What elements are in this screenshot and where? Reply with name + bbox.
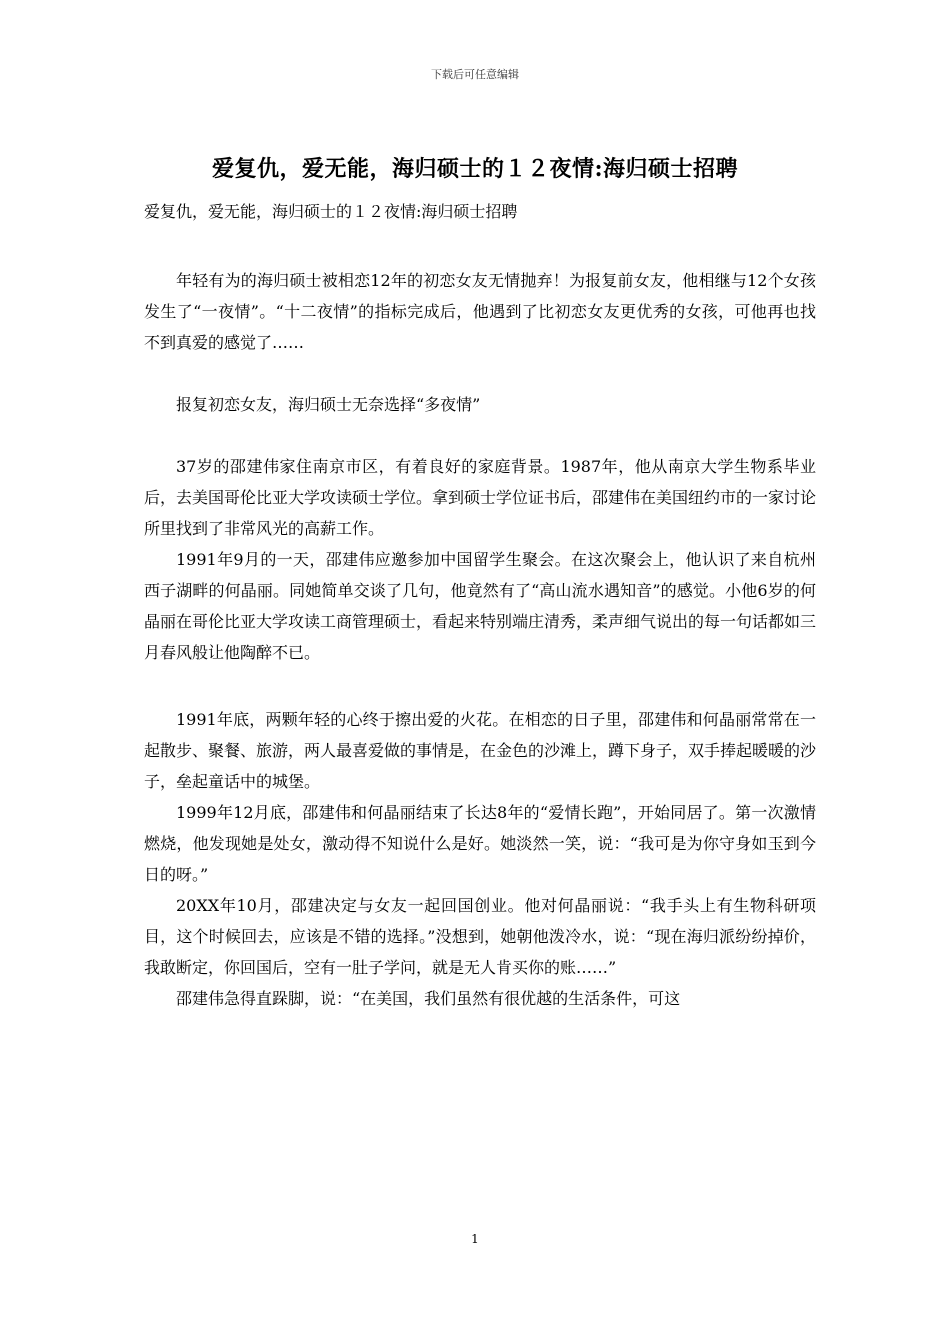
- paragraph: 1991年9月的一天，邵建伟应邀参加中国留学生聚会。在这次聚会上，他认识了来自杭州西子湖畔的何晶丽。同她简单交谈了几句，他竟然有了“高山流水遇知音”的感觉。小他6岁的何晶丽在哥伦比亚大学攻读工商管理硕士，看起来特别端庄清秀，柔声细气说出的每一句话都如三月春风般让他陶醉不已。: [144, 550, 817, 662]
- document-title: 爱复仇，爱无能，海归硕士的１２夜情:海归硕士招聘: [211, 156, 739, 182]
- paragraph: 邵建伟急得直跺脚，说：“在美国，我们虽然有很优越的生活条件，可这: [176, 989, 681, 1008]
- paragraph: 1999年12月底，邵建伟和何晶丽结束了长达8年的“爱情长跑”，开始同居了。第一次激情燃烧，他发现她是处女，激动得不知说什么是好。她淡然一笑，说：“我可是为你守身如玉到今日的呀。”: [144, 803, 816, 884]
- paragraph: 37岁的邵建伟家住南京市区，有着良好的家庭背景。1987年，他从南京大学生物系毕业后，去美国哥伦比亚大学攻读硕士学位。拿到硕士学位证书后，邵建伟在美国纽约市的一家讨论所里找到了非常风光的高薪工作。: [144, 457, 817, 538]
- paragraph-intro: 年轻有为的海归硕士被相恋12年的初恋女友无情抛弃！为报复前女友，他相继与12个女孩发生了“一夜情”。“十二夜情”的指标完成后，他遇到了比初恋女友更优秀的女孩，可他再也找不到真爱的感觉了……: [144, 271, 816, 352]
- paragraph: 20XX年10月，邵建决定与女友一起回国创业。他对何晶丽说：“我手头上有生物科研项目，这个时候回去，应该是不错的选择。”没想到，她朝他泼冷水，说：“现在海归派纷纷掉价，我敢断定，你回国后，空有一肚子学问，就是无人肯买你的账……”: [144, 896, 816, 977]
- section-heading: 报复初恋女友，海归硕士无奈选择“多夜情”: [176, 395, 481, 414]
- page-number: 1: [471, 1232, 479, 1246]
- document-body: [144, 265, 816, 1014]
- paragraph: 1991年底，两颗年轻的心终于擦出爱的火花。在相恋的日子里，邵建伟和何晶丽常常在一起散步、聚餐、旅游，两人最喜爱做的事情是，在金色的沙滩上，蹲下身子，双手捧起暖暖的沙子，垒起童话中的城堡。: [144, 710, 817, 791]
- header-note: 下载后可任意编辑: [431, 68, 519, 81]
- document-subtitle: 爱复仇，爱无能，海归硕士的１２夜情:海归硕士招聘: [144, 202, 518, 221]
